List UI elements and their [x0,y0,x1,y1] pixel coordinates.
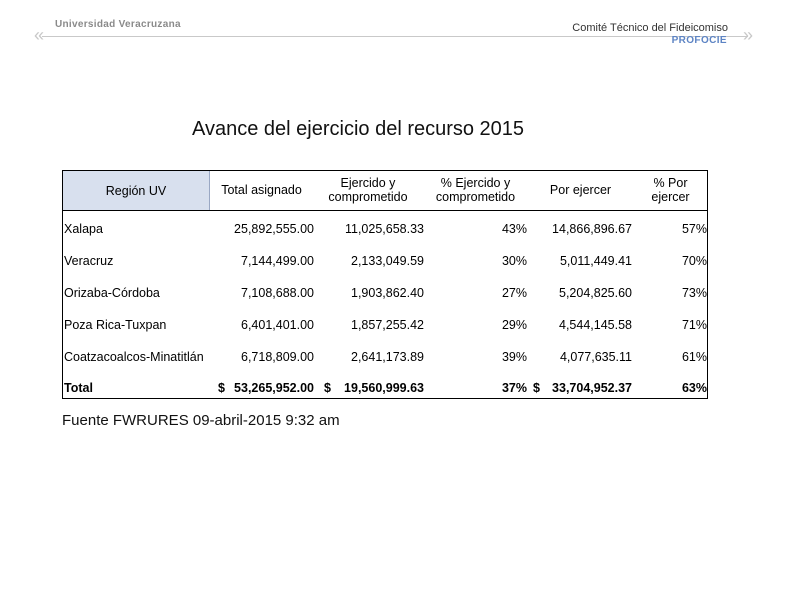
cell-total: 25,892,555.00 [234,222,314,236]
cell-region: Total [64,381,93,395]
cell-por-ejercer: 4,544,145.58 [559,318,632,332]
cell-pct-por: 71% [681,318,707,332]
cell-currency: $ [324,381,331,395]
cell-currency: $ [533,381,540,395]
committee-label: Comité Técnico del Fideicomiso [572,22,728,34]
cell-region: Xalapa [64,222,103,236]
cell-por-ejercer: 5,011,449.41 [559,254,632,268]
source-note: Fuente FWRURES 09-abril-2015 9:32 am [62,412,340,429]
cell-region: Coatzacoalcos-Minatitlán [64,350,204,364]
header-region: Región UV [62,170,210,211]
header-pct-por-ejercer: % Por ejercer [651,176,690,204]
university-logo: Universidad Veracruzana [55,19,181,30]
cell-total: 6,718,809.00 [241,350,314,364]
cell-pct-ejercido: 30% [501,254,527,268]
left-arrow-icon: « [34,25,45,45]
total-row [63,372,707,404]
cell-pct-ejercido: 27% [501,286,527,300]
table-row [63,341,707,373]
cell-pct-por: 57% [681,222,707,236]
cell-ejercido: 2,133,049.59 [351,254,424,268]
cell-pct-por: 73% [681,286,707,300]
page-title: Avance del ejercicio del recurso 2015 [192,118,525,140]
data-table [62,211,708,399]
cell-pct-por: 61% [681,350,707,364]
cell-total: 53,265,952.00 [234,381,314,395]
cell-por-ejercer: 5,204,825.60 [559,286,632,300]
cell-region: Orizaba-Córdoba [64,286,160,300]
header-ejercido: Ejercido y comprometido [328,176,408,204]
header-pct-ejercido: % Ejercido y comprometido [435,176,516,204]
header-divider [42,36,748,37]
cell-ejercido: 19,560,999.63 [344,381,424,395]
cell-region: Poza Rica-Tuxpan [64,318,167,332]
header-por-ejercer: Por ejercer [549,183,612,197]
cell-currency: $ [218,381,225,395]
cell-por-ejercer: 33,704,952.37 [552,381,632,395]
cell-pct-ejercido: 43% [501,222,527,236]
program-label: PROFOCIE [671,35,727,46]
table-row [63,213,707,245]
cell-total: 7,144,499.00 [241,254,314,268]
cell-por-ejercer: 14,866,896.67 [552,222,632,236]
table-row [63,277,707,309]
cell-pct-por: 70% [681,254,707,268]
cell-total: 7,108,688.00 [241,286,314,300]
cell-pct-ejercido: 37% [501,381,527,395]
cell-pct-ejercido: 39% [501,350,527,364]
cell-pct-por: 63% [681,381,707,395]
cell-region: Veracruz [64,254,114,268]
table-row [63,309,707,341]
cell-total: 6,401,401.00 [241,318,314,332]
cell-pct-ejercido: 29% [501,318,527,332]
right-arrow-icon: » [743,25,754,45]
cell-ejercido: 1,903,862.40 [351,286,424,300]
cell-por-ejercer: 4,077,635.11 [559,350,632,364]
cell-ejercido: 11,025,658.33 [344,222,424,236]
table-row [63,245,707,277]
cell-ejercido: 1,857,255.42 [351,318,424,332]
header-total: Total asignado [221,183,302,197]
cell-ejercido: 2,641,173.89 [351,350,424,364]
